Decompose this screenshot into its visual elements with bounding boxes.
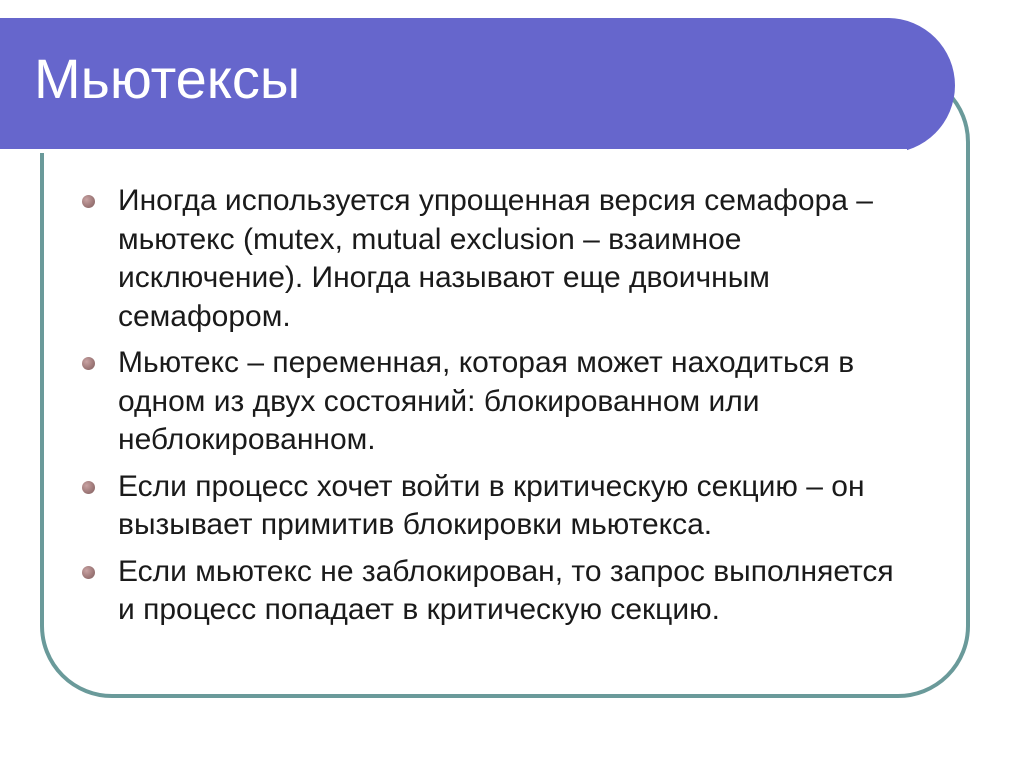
bullet-item xyxy=(82,553,912,630)
bullet-dot-icon xyxy=(82,481,95,494)
slide-title: Мьютексы xyxy=(34,47,301,110)
bullet-dot-icon xyxy=(82,357,95,370)
title-underline xyxy=(0,149,907,153)
bullet-item xyxy=(82,468,912,545)
bullet-item xyxy=(82,344,912,460)
bullet-list xyxy=(82,182,912,638)
bullet-dot-icon xyxy=(82,566,95,579)
bullet-text: Мьютекс – переменная, которая может находиться в одном из двух состояний: блокированном или неблокированном. xyxy=(118,346,855,456)
bullet-dot-icon xyxy=(82,195,95,208)
bullet-text: Если мьютекс не заблокирован, то запрос выполняется и процесс попадает в критическую секцию. xyxy=(118,554,894,626)
bullet-text: Иногда используется упрощенная версия семафора – мьютекс (mutex, mutual exclusion – взаимное исключение). Иногда называют еще двоичным семафором. xyxy=(118,184,873,333)
bullet-item xyxy=(82,182,912,336)
bullet-text: Если процесс хочет войти в критическую секцию – он вызывает примитив блокировки мьютекса. xyxy=(118,469,865,541)
